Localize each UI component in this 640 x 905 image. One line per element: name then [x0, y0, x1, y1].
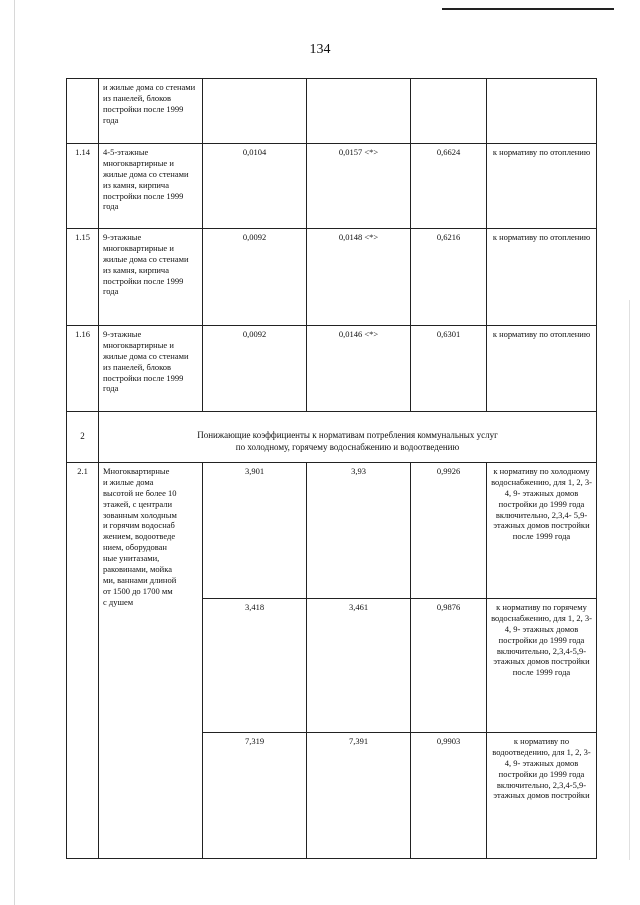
row-name-line: и жилые дома: [103, 476, 154, 487]
row-number: 1.16: [67, 326, 99, 412]
row-value-2: 0,0146 <*>: [307, 326, 411, 412]
row-value-2: 0,0157 <*>: [307, 144, 411, 229]
row-note: [487, 79, 597, 144]
row-value-3: 0,6216: [411, 229, 487, 326]
row-name-line: Многоквартирные: [103, 466, 170, 476]
row-value-1: 3,901: [203, 463, 307, 599]
row-name: [99, 463, 203, 859]
row-name: 4-5-этажные многоквартирные и жилые дома со стенами из камня, кирпича постройки после 1999 года: [99, 144, 203, 229]
row-value-2: 3,461: [307, 599, 411, 733]
row-note: к нормативу по отоплению: [487, 144, 597, 229]
row-note: к нормативу по водоотведению, для 1, 2, 3-4, 9- этажных домов постройки до 1999 года включительно, 2,3,4-5,9-этажных домов постройки: [487, 733, 597, 859]
row-number: 1.15: [67, 229, 99, 326]
row-name: 9-этажные многоквартирные и жилые дома со стенами из камня, кирпича постройки после 1999 года: [99, 229, 203, 326]
row-name-line: ные унитазами,: [103, 553, 160, 563]
row-value-3: 0,6301: [411, 326, 487, 412]
row-number: 2.1: [67, 463, 99, 859]
page-number: 134: [309, 42, 331, 57]
scan-edge-left: [14, 0, 15, 905]
table-row: [67, 229, 597, 326]
row-value-2: 0,0148 <*>: [307, 229, 411, 326]
row-value-1: 3,418: [203, 599, 307, 733]
row-number: [67, 79, 99, 144]
table-row: [67, 463, 597, 599]
row-name-line: раковинами, мойка: [103, 563, 172, 574]
header-rule: [442, 8, 614, 10]
row-name-line: от 1500 до 1700 мм: [103, 585, 173, 596]
scan-edge-right: [629, 300, 630, 860]
row-note: к нормативу по отоплению: [487, 326, 597, 412]
row-number: 1.14: [67, 144, 99, 229]
row-value-3: 0,9926: [411, 463, 487, 599]
row-value-3: [411, 79, 487, 144]
row-value-1: [203, 79, 307, 144]
row-value-1: 0,0092: [203, 229, 307, 326]
row-note: к нормативу по горячему водоснабжению, для 1, 2, 3-4, 9- этажных домов постройки до 1999 года включительно, 2,3,4-5,9-этажных домов постройки после 1999 года: [487, 599, 597, 733]
row-value-2: [307, 79, 411, 144]
row-name-line: высотой не более 10: [103, 487, 177, 498]
row-name-line: и горячим водоснаб: [103, 520, 175, 531]
row-name-line: нием, оборудован: [103, 542, 167, 553]
row-value-1: 7,319: [203, 733, 307, 859]
row-value-1: 0,0104: [203, 144, 307, 229]
table-row: [67, 326, 597, 412]
row-value-3: 0,6624: [411, 144, 487, 229]
section-number: 2: [67, 412, 99, 463]
section-header-row: [67, 412, 597, 463]
row-name: и жилые дома со стенами из панелей, блоков постройки после 1999 года: [99, 79, 203, 144]
row-name-line: ми, ваннами длиной: [103, 574, 177, 585]
row-note: к нормативу по отоплению: [487, 229, 597, 326]
row-value-3: 0,9903: [411, 733, 487, 859]
row-name-line: жением, водоотведе: [103, 531, 176, 542]
row-name-line: этажей, с централи: [103, 498, 173, 509]
row-value-3: 0,9876: [411, 599, 487, 733]
row-name: 9-этажные многоквартирные и жилые дома со стенами из панелей, блоков постройки после 1999 года: [99, 326, 203, 412]
row-name-line: с душем: [103, 596, 134, 607]
table-row: [67, 144, 597, 229]
table-row: [67, 79, 597, 144]
row-value-2: 7,391: [307, 733, 411, 859]
section-title: [99, 412, 597, 463]
row-value-1: 0,0092: [203, 326, 307, 412]
section-title-line: по холодному, горячему водоснабжению и водоотведению: [235, 441, 460, 452]
row-name-line: зованным холодным: [103, 509, 177, 520]
section-title-line: Понижающие коэффициенты к нормативам потребления коммунальных услуг: [197, 429, 498, 440]
row-value-2: 3,93: [307, 463, 411, 599]
row-note: к нормативу по холодному водоснабжению, для 1, 2, 3-4, 9- этажных домов постройки до 1999 года включительно, 2,3,4- 5,9-этажных домов постройки после 1999 года: [487, 463, 597, 599]
coefficients-table: [66, 78, 597, 859]
